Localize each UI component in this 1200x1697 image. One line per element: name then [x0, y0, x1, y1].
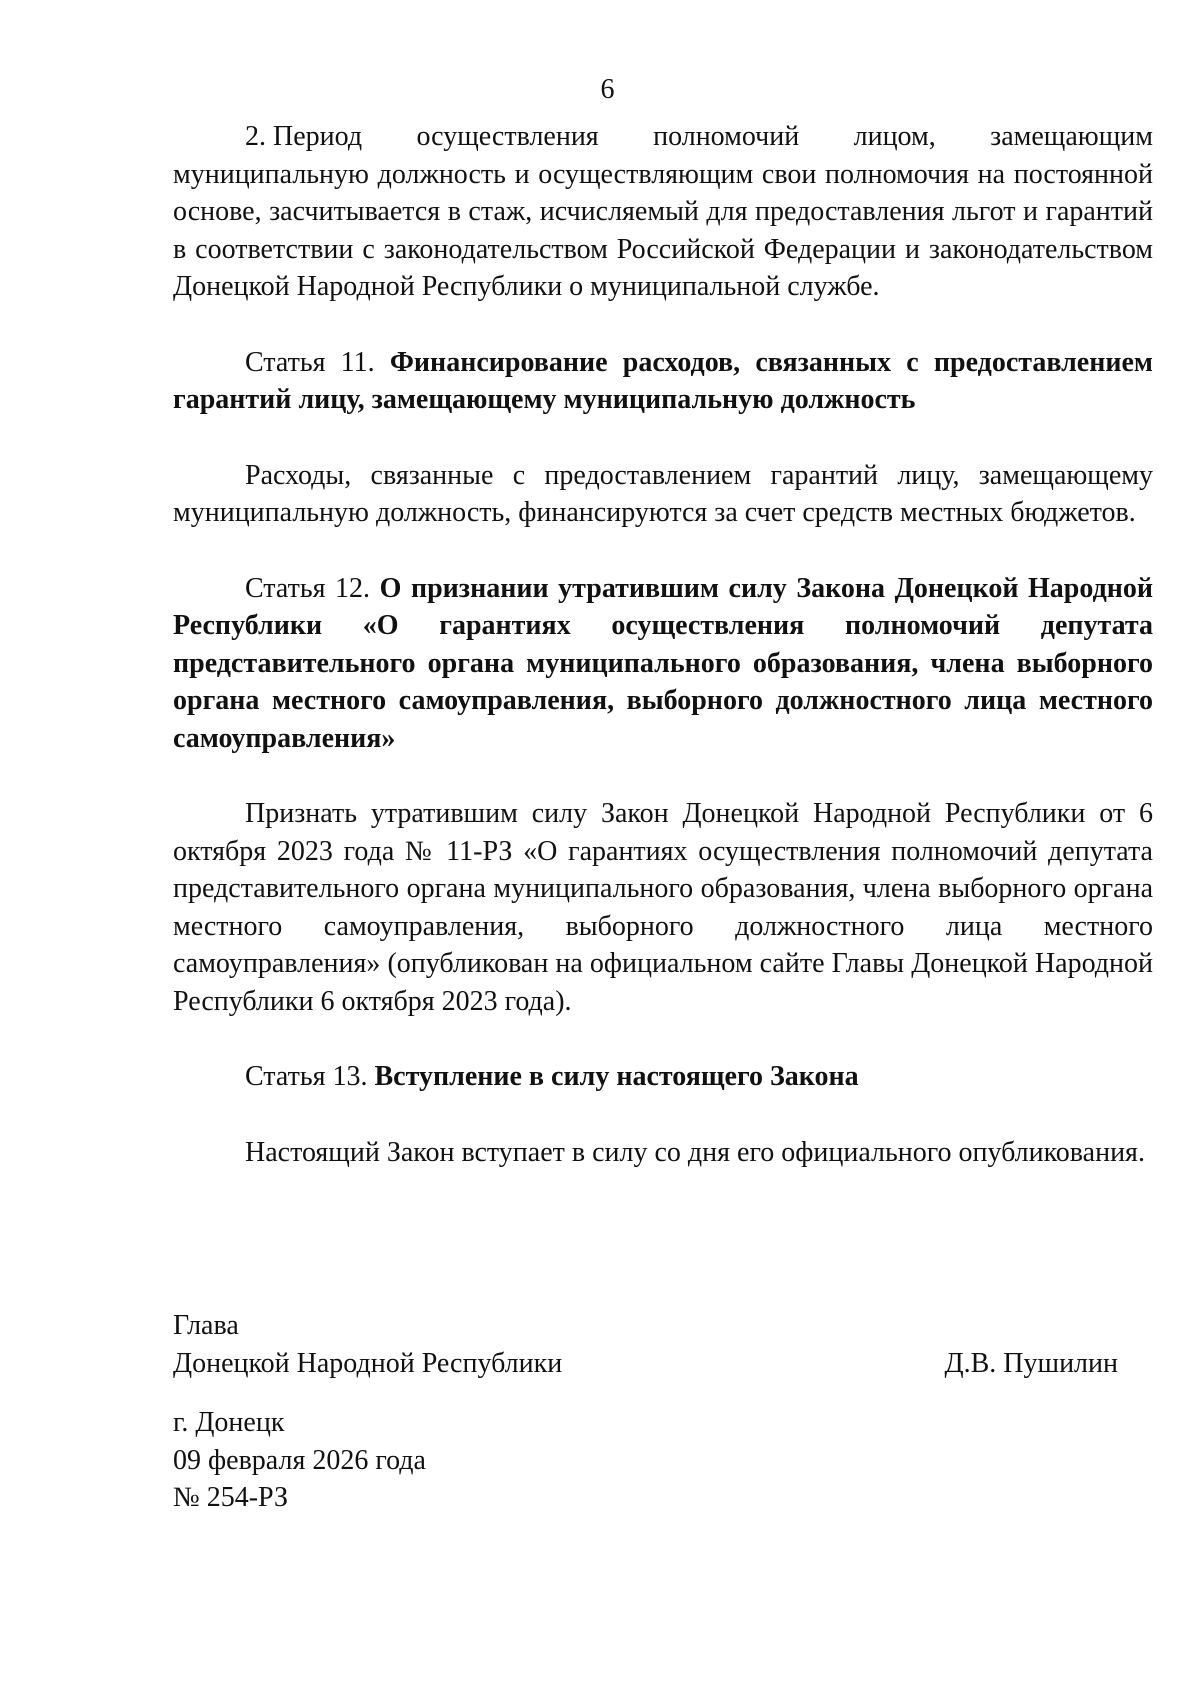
- document-body: [173, 118, 1153, 1171]
- article-11-title: Финансирование расходов, связанных с предоставлением гарантий лицу, замещающему муниципальную должность: [173, 346, 1154, 415]
- article-12-heading: [173, 570, 1153, 758]
- signatory-name: Д.В. Пушилин: [944, 1347, 1118, 1379]
- city: г. Донецк: [173, 1407, 285, 1438]
- article-13-body: Настоящий Закон вступает в силу со дня его официального опубликования.: [245, 1136, 1145, 1168]
- article-13-title: Вступление в силу настоящего Закона: [374, 1061, 859, 1092]
- article-11-heading: [173, 344, 1153, 419]
- article-13-heading: [173, 1058, 1153, 1096]
- article-12-body: Признать утратившим силу Закон Донецкой Народной Республики от 6 октября 2023 года № 11-РЗ «О гарантиях осуществления полномочий депутата представительного органа муниципального образования, члена выборного органа местного самоуправления, выборного должностного лица местного самоуправления» (опубликован на официальном сайте Главы Донецкой Народной Республики 6 октября 2023 года).: [173, 798, 1153, 1017]
- signature-block: [173, 1307, 1118, 1382]
- paragraph-2-first-line: [173, 118, 1153, 156]
- law-number: № 254-РЗ: [173, 1482, 288, 1513]
- signature-row: [173, 1345, 1118, 1383]
- word: полномочий: [653, 121, 800, 152]
- article-13-label: Статья 13.: [245, 1061, 368, 1092]
- article-11-label: Статья 11.: [245, 346, 375, 378]
- article-11-body: Расходы, связанные с предоставлением гарантий лицу, замещающему муниципальную должность, финансируются за счет средств местных бюджетов.: [173, 459, 1153, 528]
- page-number: 6: [600, 74, 615, 105]
- article-12-title: О признании утратившим силу Закона Донецкой Народной Республики «О гарантиях осуществления полномочий депутата представительного органа муниципального образования, члена выборного органа местного самоуправления, выборного должностного лица местного самоуправления»: [173, 572, 1154, 754]
- word: лицом,: [853, 121, 936, 152]
- paragraph-2-rest: муниципальную должность и осуществляющим свои полномочия на постоянной основе, засчитывается в стаж, исчисляемый для предоставления льгот и гарантий в соответствии с законодательством Российской Федерации и законодательством Донецкой Народной Республики о муниципальной службе.: [173, 158, 1153, 302]
- signatory-position-line1: Глава: [173, 1310, 239, 1341]
- word: осуществления: [416, 121, 599, 152]
- word: замещающим: [990, 121, 1153, 152]
- signatory-position-line2: Донецкой Народной Республики: [173, 1347, 563, 1379]
- place-date-block: [173, 1404, 426, 1517]
- date: 09 февраля 2026 года: [173, 1444, 426, 1476]
- word: 2. Период: [245, 121, 363, 152]
- article-12-label: Статья 12.: [245, 572, 371, 604]
